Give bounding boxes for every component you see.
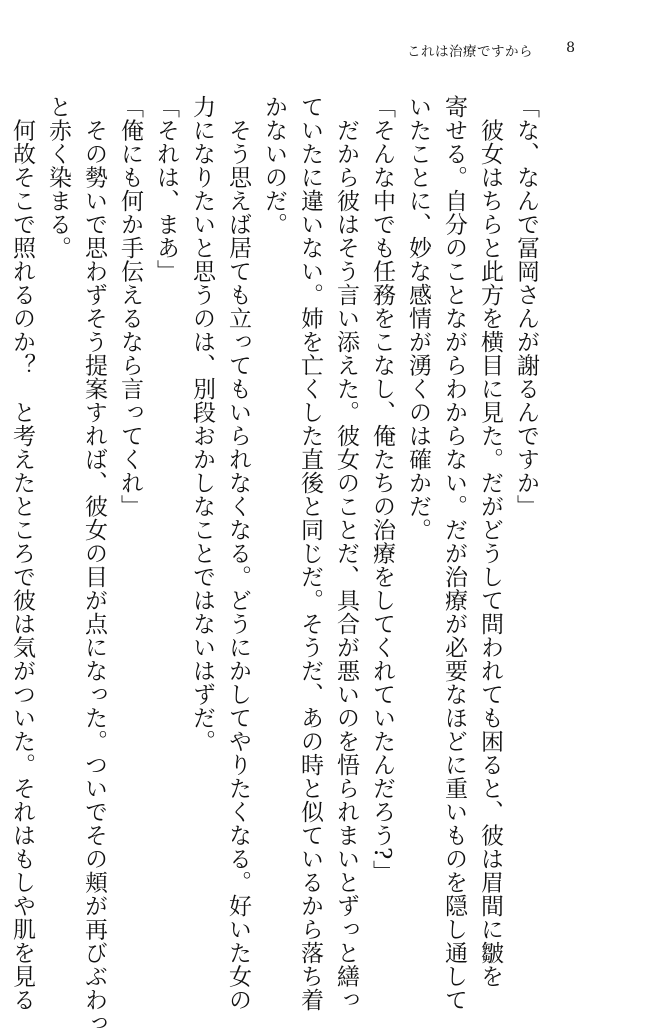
text-line: 彼女はちらと此方を横目に見た。だがどうして問われても困ると、彼は眉間に皺を [477,95,503,988]
text-line: 「な、なんで冨岡さんが謝るんですか」 [513,95,539,518]
text-line: 「俺にも何か手伝えるなら言ってくれ」 [117,95,143,518]
text-line: と赤く染まる。 [45,95,71,260]
vertical-text-body [9,95,544,1035]
text-line: 「それは、まあ」 [153,95,179,283]
text-line: だから彼はそう言い添えた。彼女のことだ、具合が悪いのを悟られまいとずっと繕っ [333,95,359,1012]
running-title: これは治療ですから [407,44,533,60]
text-line: そう思えば居ても立ってもいられなくなる。どうにかしてやりたくなる。好いた女の [225,95,251,1012]
page-number: 8 [566,40,575,56]
text-line: いたことに、妙な感情が湧くのは確かだ。 [405,95,431,542]
page-header [0,40,649,64]
text-line: 何故そこで照れるのか？ と考えたところで彼は気がついた。それはもしや肌を見る [9,95,35,1012]
text-line: ていたに違いない。姉を亡くした直後と同じだ。そうだ、あの時と似ているから落ち着 [297,95,323,1012]
text-line: その勢いで思わずそう提案すれば、彼女の目が点になった。ついでその頬が再びぶわっ [81,95,107,1035]
text-line: 力になりたいと思うのは、別段おかしなことではないはずだ。 [189,95,215,753]
text-line: かないのだ。 [261,95,287,236]
text-line: 「そんな中でも任務をこなし、俺たちの治療をしてくれていたんだろう?」 [369,95,395,884]
text-line: 寄せる。自分のことながらわからない。だが治療が必要なほどに重いものを隠し通して [441,95,467,1012]
